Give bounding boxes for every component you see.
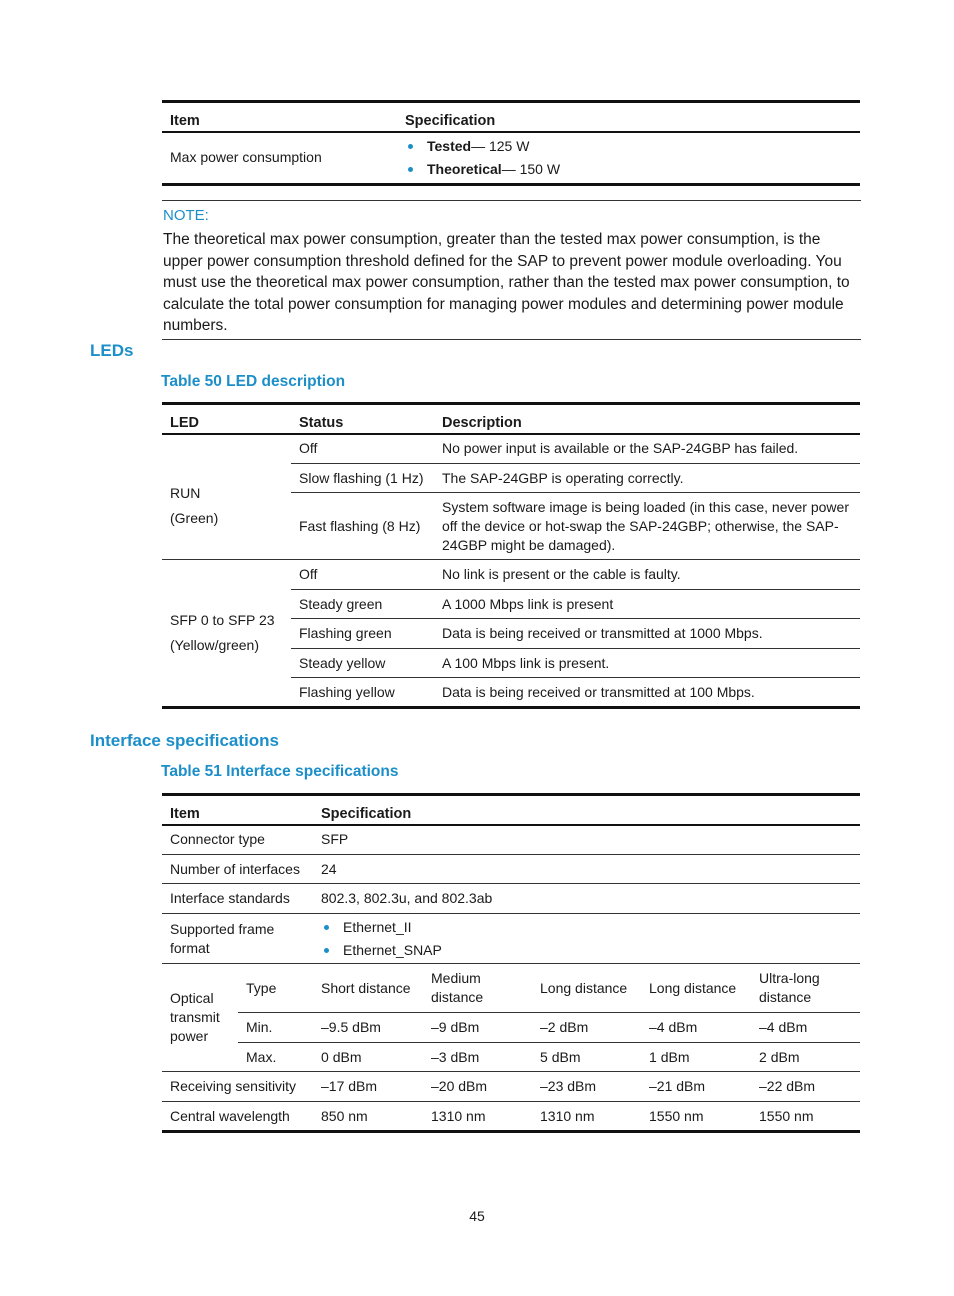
- led-description: The SAP-24GBP is operating correctly.: [442, 469, 684, 486]
- led-run-cell: RUN (Green): [170, 484, 219, 526]
- standards-label: Interface standards: [170, 890, 290, 906]
- led-status: Fast flashing (8 Hz): [299, 517, 421, 534]
- standards-value: 802.3, 802.3u, and 802.3ab: [321, 890, 493, 906]
- min-label: Min.: [246, 1019, 273, 1035]
- note-box: [162, 200, 861, 340]
- led-description: No link is present or the cable is faulty.: [442, 566, 681, 582]
- num-interfaces-label: Number of interfaces: [170, 860, 300, 877]
- max-value: 0 dBm: [321, 1048, 362, 1065]
- wavelength-value: 1310 nm: [540, 1107, 595, 1124]
- col-header-description: Description: [442, 414, 522, 431]
- receiving-label: Receiving sensitivity: [170, 1078, 297, 1094]
- wavelength-label: Central wavelength: [170, 1107, 290, 1124]
- col-header-led: LED: [170, 414, 199, 431]
- led-description: No power input is available or the SAP-24GBP has failed.: [442, 440, 799, 457]
- min-value: –4 dBm: [759, 1019, 808, 1035]
- col-header-item: Item: [170, 805, 200, 822]
- list-item: Tested— 125 W: [405, 135, 852, 158]
- type-label: Type: [246, 979, 277, 996]
- col-header-specification: Specification: [405, 112, 496, 129]
- type-value: Ultra-long distance: [759, 970, 820, 1005]
- type-value: Medium distance: [431, 970, 484, 1005]
- note-label: NOTE:: [163, 207, 209, 224]
- led-status: Off: [299, 566, 318, 582]
- table-caption-interface: Table 51 Interface specifications: [161, 763, 399, 780]
- connector-type-label: Connector type: [170, 831, 265, 848]
- section-heading-interface: Interface specifications: [90, 731, 279, 750]
- led-status: Off: [299, 440, 318, 457]
- min-value: –2 dBm: [540, 1019, 589, 1035]
- power-table: [162, 100, 860, 186]
- max-value: 5 dBm: [540, 1048, 581, 1065]
- connector-type-value: SFP: [321, 831, 349, 848]
- max-value: 1 dBm: [649, 1048, 690, 1065]
- note-text: The theoretical max power consumption, greater than the tested max power consumption, is the upper power consumption threshold defined for the SAP to prevent power module overloading. You must use the theoretical max power consumption, rather than the tested max power consumption, to calculate the total power consumption for managing power modules and determining power module numbers.: [163, 231, 850, 334]
- frame-format-list: [321, 916, 852, 962]
- min-value: –9 dBm: [431, 1019, 480, 1035]
- led-description: A 100 Mbps link is present.: [442, 654, 610, 671]
- led-description: A 1000 Mbps link is present: [442, 595, 614, 612]
- led-description: System software image is being loaded (in this case, never power off the device or hot-swap the SAP-24GBP; otherwise, the SAP-24GBP might be damaged).: [442, 498, 849, 553]
- led-sfp-cell: SFP 0 to SFP 23 (Yellow/green): [170, 612, 275, 653]
- power-spec-list: [405, 135, 852, 181]
- table-caption-leds: Table 50 LED description: [161, 373, 346, 390]
- max-value: –3 dBm: [431, 1048, 480, 1065]
- wavelength-value: 1550 nm: [759, 1107, 814, 1124]
- interface-table: [162, 793, 860, 1133]
- max-label: Max.: [246, 1048, 277, 1065]
- col-header-item: Item: [170, 112, 200, 129]
- led-table: [162, 402, 860, 709]
- wavelength-value: 850 nm: [321, 1107, 368, 1124]
- type-value: Long distance: [649, 979, 737, 996]
- type-value: Short distance: [321, 979, 411, 996]
- led-status: Flashing yellow: [299, 683, 395, 700]
- col-header-status: Status: [299, 414, 344, 431]
- wavelength-value: 1310 nm: [431, 1107, 486, 1124]
- receiving-value: –22 dBm: [759, 1078, 816, 1094]
- type-value: Long distance: [540, 979, 628, 996]
- receiving-value: –21 dBm: [649, 1078, 706, 1094]
- list-item: Ethernet_II: [321, 916, 852, 939]
- led-status: Flashing green: [299, 625, 392, 641]
- page-number: 45: [469, 1208, 485, 1224]
- led-description: Data is being received or transmitted at 100 Mbps.: [442, 683, 755, 700]
- max-value: 2 dBm: [759, 1048, 800, 1065]
- optical-power-label: Optical transmit power: [170, 990, 220, 1044]
- receiving-value: –17 dBm: [321, 1078, 378, 1094]
- led-status: Steady green: [299, 595, 383, 612]
- col-header-specification: Specification: [321, 805, 412, 822]
- led-status: Steady yellow: [299, 654, 386, 671]
- led-status: Slow flashing (1 Hz): [299, 469, 424, 486]
- section-heading-leds: LEDs: [90, 341, 134, 360]
- min-value: –4 dBm: [649, 1019, 698, 1035]
- receiving-value: –20 dBm: [431, 1078, 488, 1094]
- receiving-value: –23 dBm: [540, 1078, 597, 1094]
- min-value: –9.5 dBm: [321, 1019, 381, 1035]
- frame-format-label: Supported frame format: [170, 920, 275, 956]
- list-item: Theoretical— 150 W: [405, 158, 852, 181]
- num-interfaces-value: 24: [321, 860, 337, 877]
- wavelength-value: 1550 nm: [649, 1107, 704, 1124]
- led-description: Data is being received or transmitted at 1000 Mbps.: [442, 625, 763, 641]
- list-item: Ethernet_SNAP: [321, 939, 852, 962]
- power-item-label: Max power consumption: [170, 149, 322, 166]
